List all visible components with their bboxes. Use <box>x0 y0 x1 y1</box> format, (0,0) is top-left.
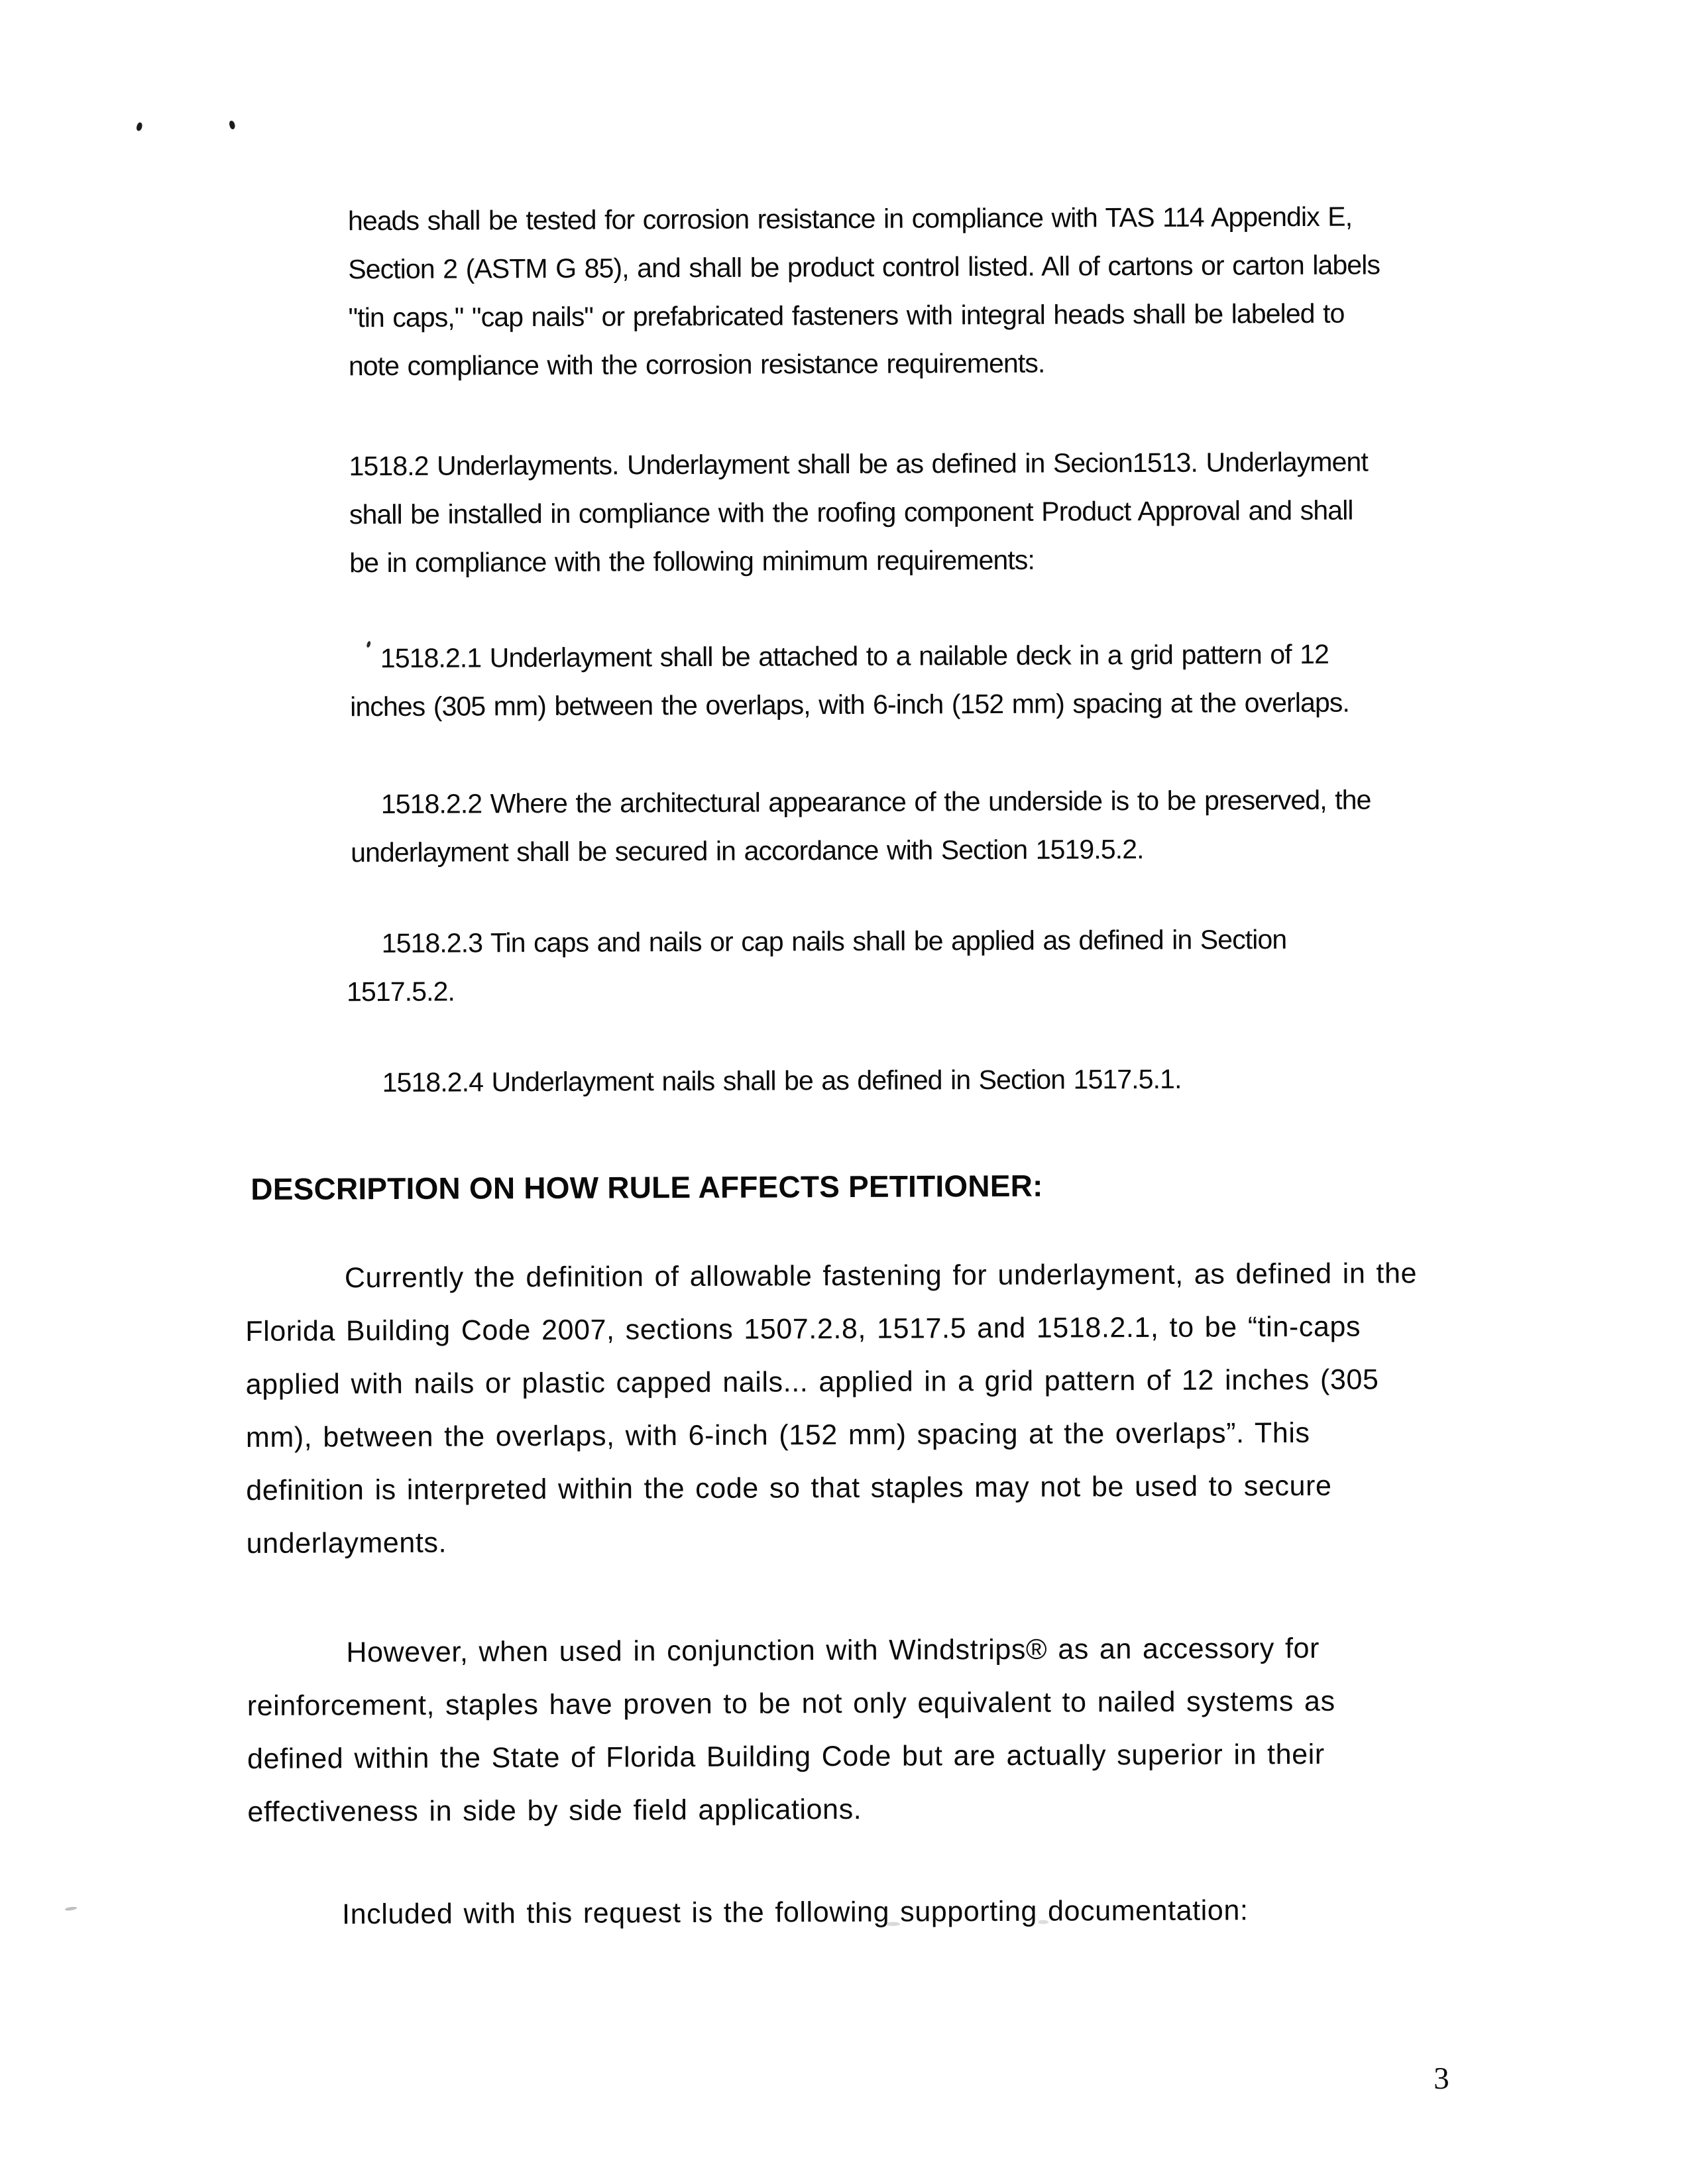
text-line: 1518.2.1 Underlayment shall be attached to a nailable deck in a grid pattern of 12 <box>380 638 1329 674</box>
text-line: 1517.5.2. <box>346 976 455 1007</box>
text-line: note compliance with the corrosion resistance requirements. <box>348 347 1045 382</box>
text-line: Currently the definition of allowable fastening for underlayment, as defined in the <box>344 1257 1418 1294</box>
text-line: Included with this request is the following supporting documentation: <box>342 1894 1249 1931</box>
text-line: shall be installed in compliance with the roofing component Product Approval and shall <box>349 494 1353 530</box>
text-line: underlayment shall be secured in accordance with Section 1519.5.2. <box>351 834 1144 868</box>
text-line: 1518.2.3 Tin caps and nails or cap nails shall be applied as defined in Section <box>381 924 1287 959</box>
paragraph-1518-2-1 <box>350 630 1497 732</box>
paragraph-included-documentation <box>248 1883 1487 1941</box>
text-line: effectiveness in side by side field applications. <box>247 1793 862 1828</box>
text-line: applied with nails or plastic capped nails... applied in a grid pattern of 12 inches (305 <box>245 1363 1379 1401</box>
text-line: inches (305 mm) between the overlaps, with 6-inch (152 mm) spacing at the overlaps. <box>350 687 1350 722</box>
text-line: be in compliance with the following minimum requirements: <box>349 544 1035 579</box>
text-line: 1518.2 Underlayments. Underlayment shall be as defined in Secion1513. Underlayment <box>349 446 1369 482</box>
text-line: mm), between the overlaps, with 6-inch (152 mm) spacing at the overlaps”. This <box>245 1416 1310 1454</box>
paragraph-corrosion-resistance <box>348 192 1495 391</box>
text-line: underlayments. <box>246 1526 447 1560</box>
section-heading: DESCRIPTION ON HOW RULE AFFECTS PETITIONER: <box>251 1168 1043 1206</box>
text-line: 1518.2.2 Where the architectural appearance of the underside is to be preserved, the <box>380 784 1371 820</box>
paragraph-1518-2 <box>349 437 1496 588</box>
text-line: Section 2 (ASTM G 85), and shall be product control listed. All of cartons or carton labels <box>348 249 1380 285</box>
paragraph-however-windstrips <box>247 1621 1487 1839</box>
paragraph-1518-2-4 <box>351 1054 1498 1108</box>
text-line: 1518.2.4 Underlayment nails shall be as defined in Section 1517.5.1. <box>382 1063 1182 1098</box>
text-line: definition is interpreted within the code so that staples may not be used to secure <box>246 1469 1332 1507</box>
paragraph-1518-2-2 <box>351 776 1498 878</box>
text-line: However, when used in conjunction with Windstrips® as an accessory for <box>346 1632 1320 1669</box>
scan-speck <box>136 122 144 132</box>
paragraph-currently-definition <box>245 1247 1486 1570</box>
scan-speck <box>229 120 236 129</box>
text-line: defined within the State of Florida Building Code but are actually superior in their <box>247 1738 1325 1775</box>
text-line: "tin caps," "cap nails" or prefabricated fasteners with integral heads shall be labeled to <box>348 298 1345 333</box>
page-number: 3 <box>1434 2061 1449 2097</box>
text-line: heads shall be tested for corrosion resistance in compliance with TAS 114 Appendix E, <box>347 201 1353 237</box>
text-line: reinforcement, staples have proven to be not only equivalent to nailed systems as <box>247 1685 1335 1722</box>
paragraph-1518-2-3 <box>346 915 1498 1017</box>
text-line: Florida Building Code 2007, sections 1507.2.8, 1517.5 and 1518.2.1, to be “tin-caps <box>245 1310 1361 1348</box>
scan-speck <box>65 1906 78 1912</box>
